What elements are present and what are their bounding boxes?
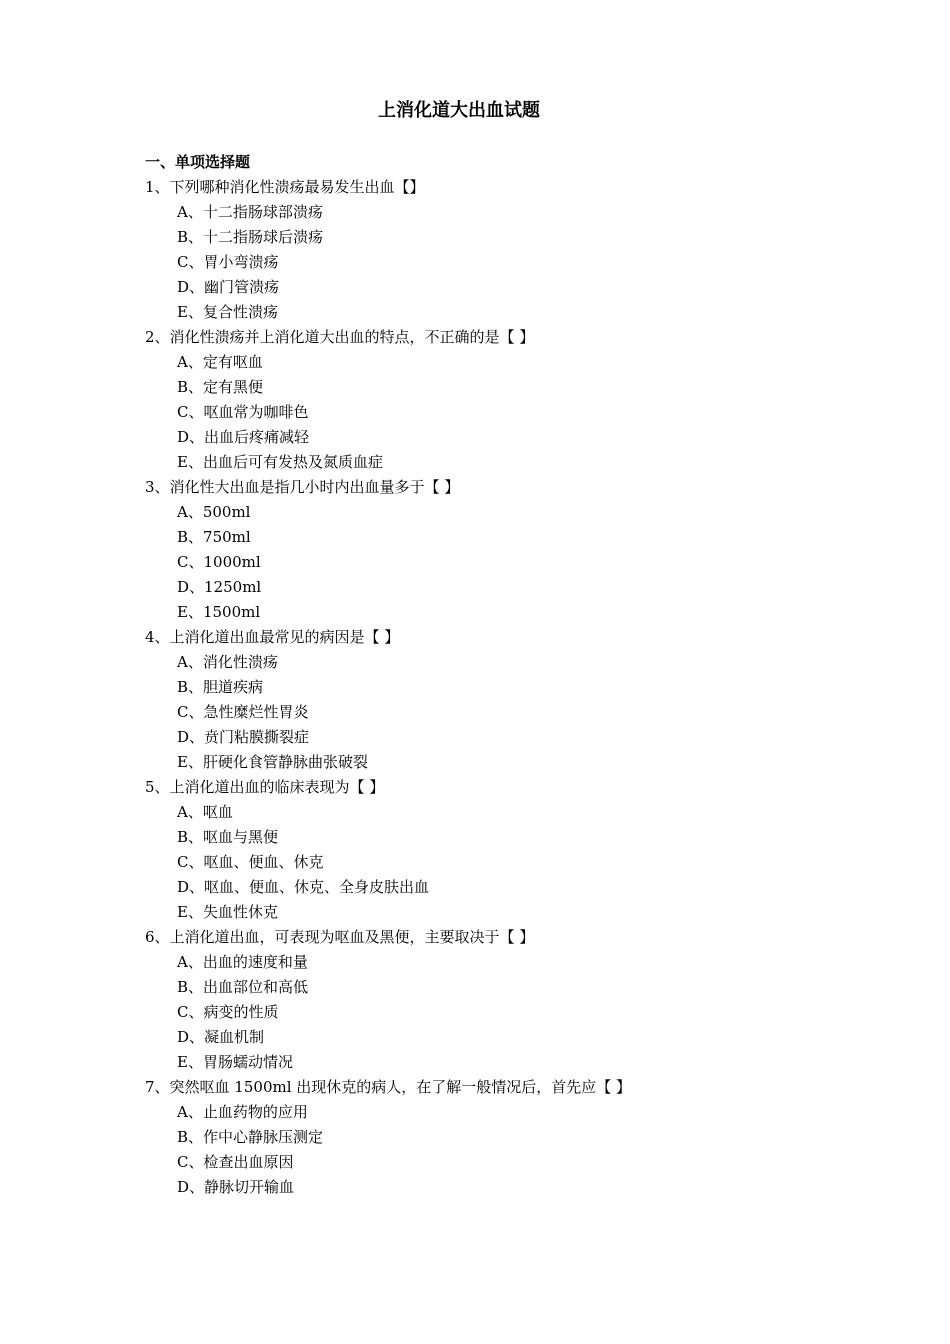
question-section bbox=[145, 150, 865, 1200]
option-c: C、胃小弯溃疡 bbox=[177, 253, 279, 271]
option-list bbox=[145, 350, 865, 475]
option-c: C、1000ml bbox=[177, 553, 261, 571]
question-stem: 7、突然呕血 1500ml 出现休克的病人，在了解一般情况后，首先应【 】 bbox=[145, 1078, 632, 1096]
question-stem: 1、下列哪种消化性溃疡最易发生出血【】 bbox=[145, 178, 425, 196]
question-7 bbox=[145, 1075, 865, 1200]
question-3 bbox=[145, 475, 865, 625]
option-list bbox=[145, 800, 865, 925]
option-b: B、胆道疾病 bbox=[177, 678, 264, 696]
option-e: E、肝硬化食管静脉曲张破裂 bbox=[177, 753, 368, 771]
option-e: E、出血后可有发热及氮质血症 bbox=[177, 453, 383, 471]
option-d: D、静脉切开输血 bbox=[177, 1178, 295, 1196]
option-d: D、1250ml bbox=[177, 578, 262, 596]
option-d: D、贲门粘膜撕裂症 bbox=[177, 728, 310, 746]
option-d: D、出血后疼痛减轻 bbox=[177, 428, 310, 446]
option-list bbox=[145, 200, 865, 325]
option-b: B、出血部位和高低 bbox=[177, 978, 309, 996]
option-list bbox=[145, 950, 865, 1075]
option-e: E、1500ml bbox=[177, 603, 261, 621]
option-d: D、呕血、便血、休克、全身皮肤出血 bbox=[177, 878, 430, 896]
option-a: A、十二指肠球部溃疡 bbox=[177, 203, 323, 221]
question-6 bbox=[145, 925, 865, 1075]
option-a: A、消化性溃疡 bbox=[177, 653, 278, 671]
option-e: E、胃肠蠕动情况 bbox=[177, 1053, 293, 1071]
option-b: B、定有黑便 bbox=[177, 378, 264, 396]
option-a: A、500ml bbox=[177, 503, 251, 521]
option-b: B、十二指肠球后溃疡 bbox=[177, 228, 324, 246]
option-a: A、定有呕血 bbox=[177, 353, 263, 371]
question-stem: 4、上消化道出血最常见的病因是【 】 bbox=[145, 628, 400, 646]
section-heading: 一、单项选择题 bbox=[145, 153, 251, 171]
option-e: E、失血性休克 bbox=[177, 903, 278, 921]
option-a: A、呕血 bbox=[177, 803, 233, 821]
question-2 bbox=[145, 325, 865, 475]
option-c: C、呕血常为咖啡色 bbox=[177, 403, 309, 421]
option-list bbox=[145, 500, 865, 625]
option-c: C、病变的性质 bbox=[177, 1003, 279, 1021]
option-d: D、幽门管溃疡 bbox=[177, 278, 280, 296]
question-1 bbox=[145, 175, 865, 325]
option-b: B、作中心静脉压测定 bbox=[177, 1128, 324, 1146]
question-5 bbox=[145, 775, 865, 925]
option-b: B、750ml bbox=[177, 528, 251, 546]
question-stem: 5、上消化道出血的临床表现为【 】 bbox=[145, 778, 385, 796]
option-d: D、凝血机制 bbox=[177, 1028, 265, 1046]
question-4 bbox=[145, 625, 865, 775]
option-list bbox=[145, 1100, 865, 1200]
option-c: C、急性糜烂性胃炎 bbox=[177, 703, 309, 721]
document-title: 上消化道大出血试题 bbox=[378, 100, 540, 121]
question-stem: 3、消化性大出血是指几小时内出血量多于【 】 bbox=[145, 478, 460, 496]
question-stem: 6、上消化道出血，可表现为呕血及黑便，主要取决于【 】 bbox=[145, 928, 535, 946]
option-b: B、呕血与黑便 bbox=[177, 828, 279, 846]
option-c: C、检查出血原因 bbox=[177, 1153, 294, 1171]
option-list bbox=[145, 650, 865, 775]
option-c: C、呕血、便血、休克 bbox=[177, 853, 324, 871]
option-e: E、复合性溃疡 bbox=[177, 303, 278, 321]
option-a: A、出血的速度和量 bbox=[177, 953, 308, 971]
option-a: A、止血药物的应用 bbox=[177, 1103, 308, 1121]
question-stem: 2、消化性溃疡并上消化道大出血的特点，不正确的是【 】 bbox=[145, 328, 535, 346]
